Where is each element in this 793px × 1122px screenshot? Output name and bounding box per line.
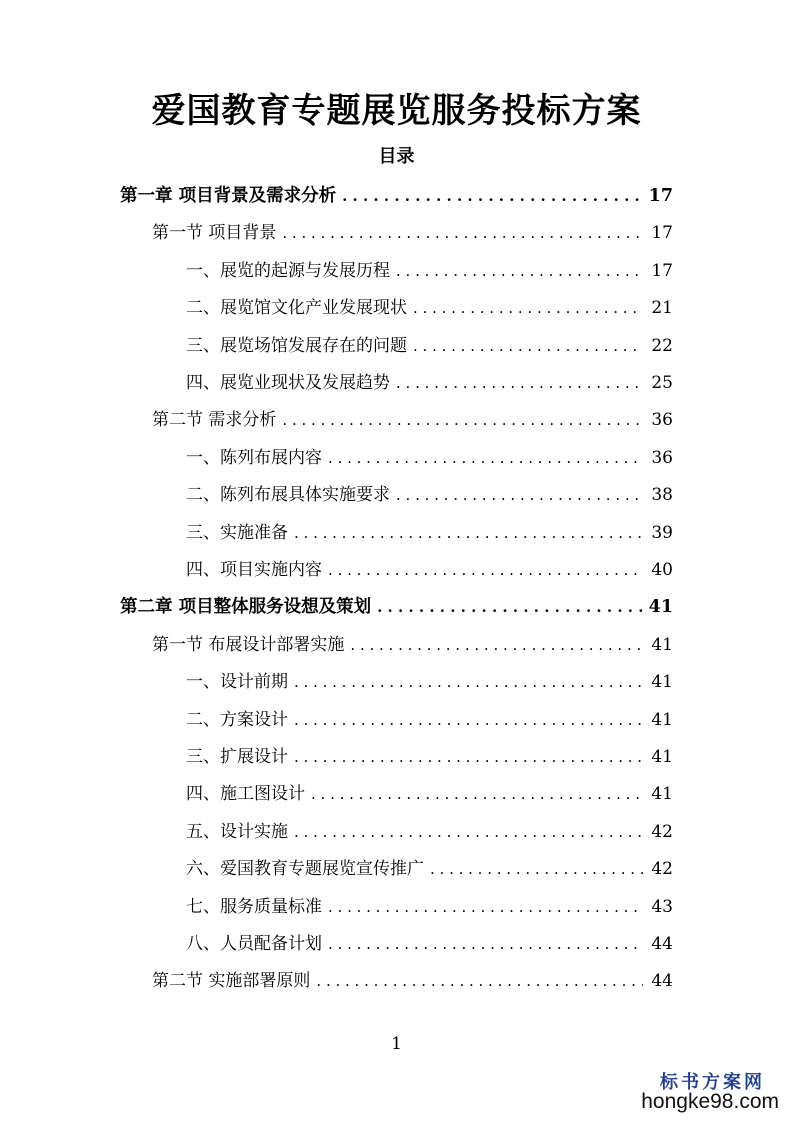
toc-entry-label: 四、项目实施内容 — [186, 560, 322, 580]
page-number: 1 — [391, 1034, 402, 1054]
toc-dot-leader — [294, 667, 643, 697]
toc-entry-page: 17 — [648, 186, 673, 206]
toc-dot-leader — [413, 293, 643, 323]
toc-entry[interactable] — [152, 218, 673, 248]
toc-dot-leader — [311, 779, 643, 809]
toc-entry-label: 二、方案设计 — [186, 709, 288, 730]
toc-dot-leader — [328, 555, 643, 585]
toc-entry-label: 第二节 实施部署原则 — [152, 971, 311, 992]
toc-entry-label: 三、展览场馆发展存在的问题 — [186, 335, 407, 356]
toc-entry-page: 41 — [651, 784, 673, 805]
toc-dot-leader — [282, 218, 643, 248]
toc-entry[interactable] — [186, 480, 673, 510]
toc-entry-label: 第二章 项目整体服务设想及策划 — [120, 597, 372, 618]
toc-entry-page: 42 — [651, 859, 673, 880]
toc-entry-label: 四、展览业现状及发展趋势 — [186, 373, 390, 393]
toc-entry[interactable] — [186, 443, 673, 473]
toc-dot-leader — [342, 181, 643, 211]
toc-entry[interactable] — [186, 555, 673, 585]
toc-dot-leader — [294, 518, 643, 548]
toc-entry[interactable] — [186, 929, 673, 959]
toc-entry-page: 43 — [651, 896, 673, 917]
toc-dot-leader — [282, 405, 643, 435]
toc-entry[interactable] — [186, 293, 673, 323]
toc-entry-page: 44 — [651, 971, 673, 992]
toc-entry-page: 36 — [651, 447, 673, 468]
toc-entry[interactable] — [186, 705, 673, 735]
toc-dot-leader — [396, 480, 643, 510]
toc-entry-page: 17 — [651, 260, 673, 281]
toc-dot-leader — [294, 705, 643, 735]
toc-entry-label: 一、展览的起源与发展历程 — [186, 260, 390, 281]
toc-dot-leader — [430, 854, 643, 884]
toc-entry-label: 第二节 需求分析 — [152, 410, 277, 431]
toc-entry-label: 八、人员配备计划 — [186, 934, 322, 954]
toc-entry-page: 38 — [651, 485, 673, 506]
toc-dot-leader — [413, 331, 643, 361]
toc-dot-leader — [316, 966, 643, 996]
toc-entry[interactable] — [186, 368, 673, 398]
toc-entry-page: 41 — [651, 672, 673, 693]
toc-entry-page: 41 — [651, 709, 673, 730]
toc-entry[interactable] — [152, 405, 673, 435]
toc-dot-leader — [377, 592, 643, 622]
toc-heading: 目录 — [378, 146, 415, 167]
watermark-site-name: 标书方案网 — [660, 1072, 765, 1093]
toc-entry-label: 二、展览馆文化产业发展现状 — [186, 298, 407, 319]
toc-entry[interactable] — [186, 854, 673, 884]
toc-entry[interactable] — [186, 518, 673, 548]
toc-dot-leader — [350, 630, 643, 660]
toc-entry[interactable] — [186, 892, 673, 922]
toc-entry-page: 36 — [651, 410, 673, 431]
toc-entry[interactable] — [186, 331, 673, 361]
toc-entry[interactable] — [152, 630, 673, 660]
toc-entry-label: 六、爱国教育专题展览宣传推广 — [186, 859, 424, 880]
toc-entry-label: 一、陈列布展内容 — [186, 447, 322, 468]
toc-dot-leader — [294, 742, 643, 772]
toc-entry[interactable] — [120, 592, 673, 622]
toc-entry-label: 三、实施准备 — [186, 522, 288, 543]
toc-dot-leader — [328, 929, 643, 959]
document-title: 爱国教育专题展览服务投标方案 — [151, 91, 642, 131]
toc-entry-label: 四、施工图设计 — [186, 784, 305, 805]
toc-dot-leader — [396, 256, 643, 286]
toc-entry-page: 17 — [651, 223, 673, 244]
toc-entry-label: 第一节 布展设计部署实施 — [152, 634, 345, 655]
toc-entry-label: 一、设计前期 — [186, 672, 288, 693]
toc-entry[interactable] — [120, 181, 673, 211]
toc-entry-page: 41 — [648, 597, 673, 618]
toc-entry-page: 44 — [651, 934, 673, 954]
toc-dot-leader — [294, 817, 643, 847]
toc-entry-page: 25 — [651, 373, 673, 393]
toc-dot-leader — [396, 368, 643, 398]
toc-entry-page: 21 — [651, 298, 673, 319]
toc-entry-page: 40 — [651, 560, 673, 580]
toc-entry[interactable] — [186, 779, 673, 809]
toc-entry[interactable] — [186, 817, 673, 847]
toc-dot-leader — [328, 443, 643, 473]
toc-entry-page: 41 — [651, 634, 673, 655]
toc-entry-label: 五、设计实施 — [186, 821, 288, 842]
toc-entry-label: 第一章 项目背景及需求分析 — [120, 186, 337, 206]
toc-entry[interactable] — [186, 742, 673, 772]
toc-entry-label: 二、陈列布展具体实施要求 — [186, 485, 390, 506]
toc-dot-leader — [328, 892, 643, 922]
watermark-url: hongke98.com — [641, 1090, 779, 1113]
toc-entry-page: 42 — [651, 821, 673, 842]
toc-entry-page: 41 — [651, 747, 673, 767]
toc-entry-page: 22 — [651, 335, 673, 356]
toc-entry[interactable] — [152, 966, 673, 996]
toc-entry[interactable] — [186, 256, 673, 286]
toc-entry-label: 三、扩展设计 — [186, 747, 288, 767]
toc-entry-page: 39 — [651, 522, 673, 543]
toc-entry-label: 第一节 项目背景 — [152, 223, 277, 244]
toc-entry-label: 七、服务质量标准 — [186, 896, 322, 917]
toc-entry[interactable] — [186, 667, 673, 697]
